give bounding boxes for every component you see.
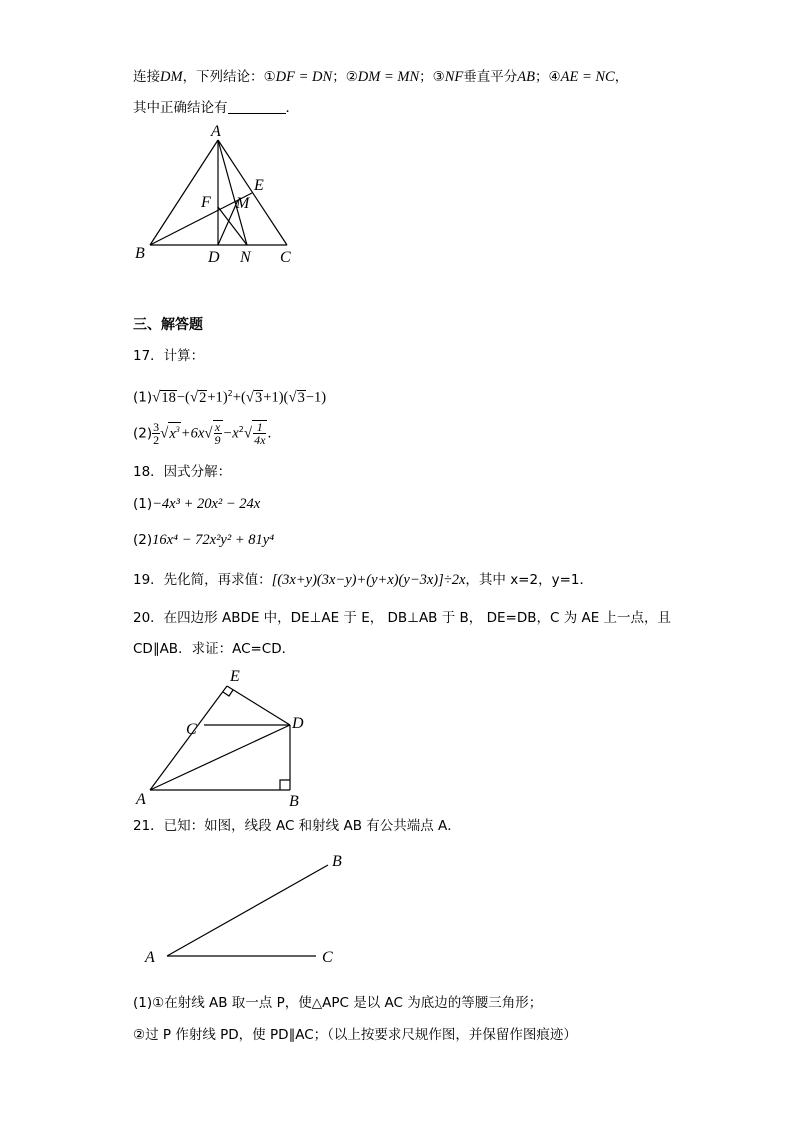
seg-AB [150, 140, 218, 245]
label-B: B [289, 793, 299, 810]
q19: 19．先化简，再求值：[(3x+y)(3x−y)+(y+x)(y−3x)]÷2x，其中 x=2，y=1． [133, 572, 593, 588]
label-M: M [236, 195, 250, 212]
label-E: E [254, 177, 264, 194]
label-C: C [322, 949, 333, 966]
q21-part2: ②过 P 作射线 PD，使 PD∥AC；（以上按要求尺规作图，并保留作图痕迹） [133, 1027, 577, 1043]
q18-part2: (2)16x⁴ − 72x²y² + 81y⁴ [133, 532, 275, 548]
seg-AC [218, 140, 287, 245]
label-D: D [292, 715, 304, 732]
right-angle-B [280, 780, 290, 790]
q17-part1: $(1)√18-(√2+1)^2+(√3+1)(√3-1)$ [133, 389, 327, 406]
q21-part1: (1)①在射线 AB 取一点 P，使△APC 是以 AC 为底边的等腰三角形； [133, 995, 543, 1011]
right-angle-E [223, 690, 233, 696]
q16-figure [130, 120, 310, 268]
q21-figure [140, 848, 360, 972]
label-C: C [280, 249, 291, 266]
q20-line2: CD∥AB．求证：AC=CD． [133, 641, 296, 657]
q16-line2: 其中正确结论有 ． [133, 100, 299, 116]
seg-ED [227, 686, 290, 725]
label-B: B [135, 245, 145, 262]
label-F: F [201, 194, 211, 211]
q17-part2: (2) $\frac{3}{2}$ $√x^3+6x√$ $\frac{x}{9}$ $-x^2√$ $\frac{1}{4x}$ ． [133, 420, 281, 447]
label-A: A [145, 949, 155, 966]
seg-AD [150, 725, 290, 790]
label-B: B [332, 853, 342, 870]
q20-line1: 20．在四边形 ABDE 中，DE⊥AE 于 E， DB⊥AB 于 B， DE=DB，C 为 AE 上一点，且 [133, 610, 672, 626]
seg-AE [150, 686, 227, 790]
label-C: C [186, 721, 197, 738]
answer-blank[interactable] [228, 99, 286, 114]
q20-figure [130, 664, 320, 810]
label-A: A [211, 123, 221, 140]
q18-part1: (1)−4x³ + 20x² − 24x [133, 496, 261, 512]
q21-title: 21．已知：如图，线段 AC 和射线 AB 有公共端点 A． [133, 818, 461, 834]
label-E: E [230, 668, 240, 685]
label-D: D [208, 249, 220, 266]
q18-title: 18．因式分解： [133, 464, 232, 480]
ray-AB [167, 865, 328, 956]
label-A: A [136, 791, 146, 808]
seg-DM [218, 200, 238, 245]
q16-line1: 连接DM，下列结论：①DF = DN；②DM = MN；③NF垂直平分AB；④AE = NC， [133, 69, 629, 85]
section-title: 三、解答题 [133, 317, 203, 333]
q17-title: 17．计算： [133, 348, 205, 364]
seg-AN [218, 140, 247, 245]
label-N: N [240, 249, 251, 266]
